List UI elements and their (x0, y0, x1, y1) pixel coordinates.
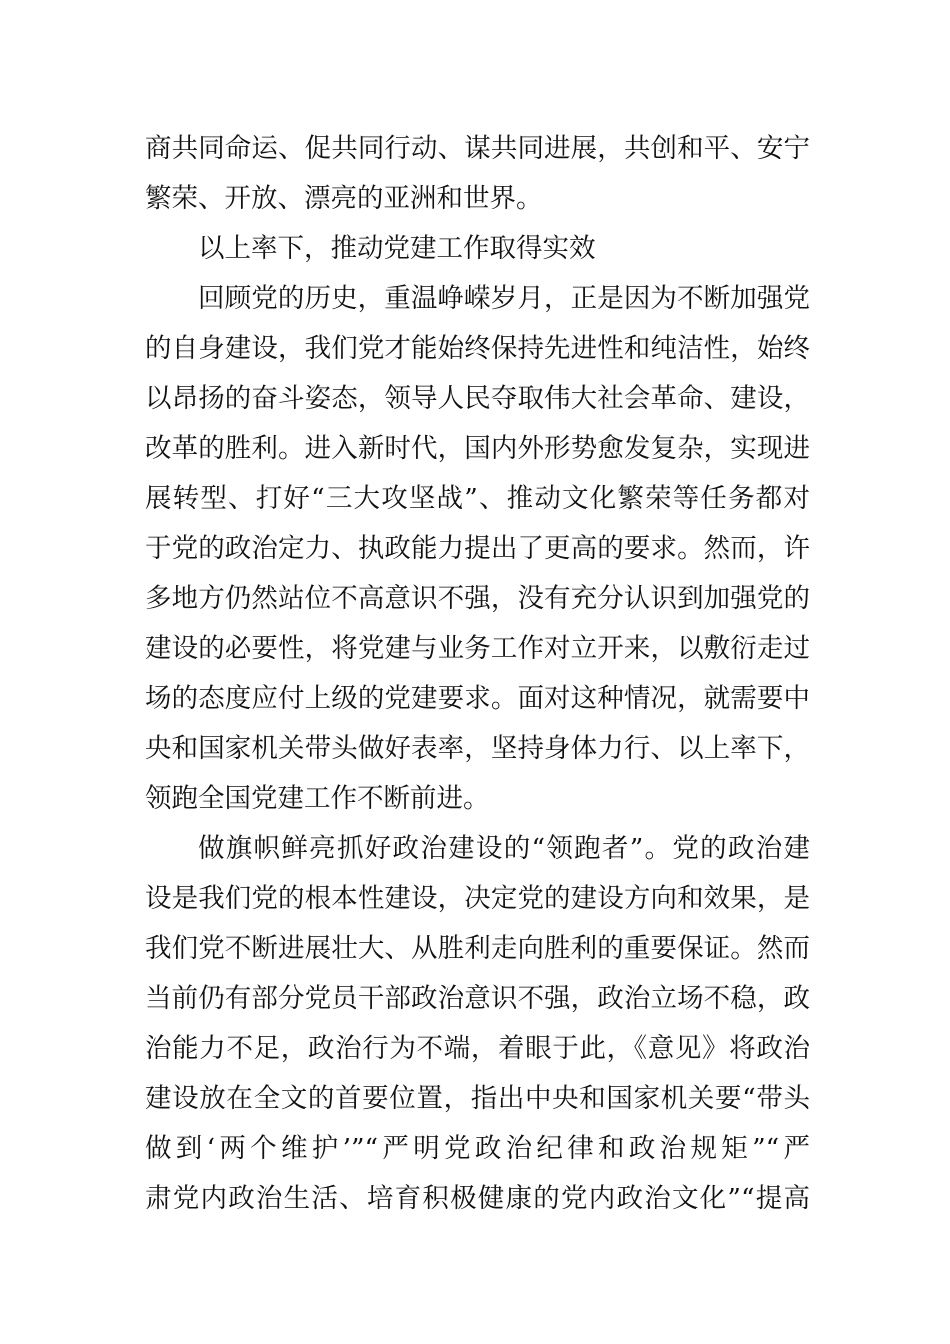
text-line-15: 做旗帜鲜亮抓好政治建设的“领跑者”。党的政治建 (198, 833, 810, 864)
text-line-20: 建设放在全文的首要位置，指出中央和国家机关要“带头 (145, 1083, 810, 1114)
text-line-2: 繁荣、开放、漂亮的亚洲和世界。 (145, 183, 543, 214)
text-line-22: 肃党内政治生活、培育积极健康的党内政治文化”“提高 (145, 1183, 810, 1214)
text-line-14: 领跑全国党建工作不断前进。 (145, 783, 490, 814)
text-line-12: 场的态度应付上级的党建要求。面对这种情况，就需要中 (145, 683, 810, 714)
text-line-6: 以昂扬的奋斗姿态，领导人民夺取伟大社会革命、建设， (145, 383, 810, 414)
text-line-11: 建设的必要性，将党建与业务工作对立开来，以敷衍走过 (145, 633, 810, 664)
text-line-17: 我们党不断进展壮大、从胜利走向胜利的重要保证。然而 (145, 933, 810, 964)
text-line-9: 于党的政治定力、执政能力提出了更高的要求。然而，许 (145, 533, 810, 564)
text-line-13: 央和国家机关带头做好表率，坚持身体力行、以上率下， (145, 733, 810, 764)
text-line-8: 展转型、打好“三大攻坚战”、推动文化繁荣等任务都对 (145, 483, 810, 514)
text-line-5: 的自身建设，我们党才能始终保持先进性和纯洁性，始终 (145, 333, 810, 364)
text-line-7: 改革的胜利。进入新时代，国内外形势愈发复杂，实现进 (145, 433, 810, 464)
text-line-10: 多地方仍然站位不高意识不强，没有充分认识到加强党的 (145, 583, 810, 614)
text-line-18: 当前仍有部分党员干部政治意识不强，政治立场不稳，政 (145, 983, 810, 1014)
text-line-4: 回顾党的历史，重温峥嵘岁月，正是因为不断加强党 (198, 283, 810, 314)
section-heading: 以上率下，推动党建工作取得实效 (198, 233, 596, 264)
text-line-19: 治能力不足，政治行为不端，着眼于此，《意见》将政治 (145, 1033, 810, 1064)
text-line-1: 商共同命运、促共同行动、谋共同进展，共创和平、安宁 (145, 133, 810, 164)
text-line-16: 设是我们党的根本性建设，决定党的建设方向和效果，是 (145, 883, 810, 914)
text-line-21: 做到‘两个维护’”“严明党政治纪律和政治规矩”“严 (145, 1133, 810, 1164)
